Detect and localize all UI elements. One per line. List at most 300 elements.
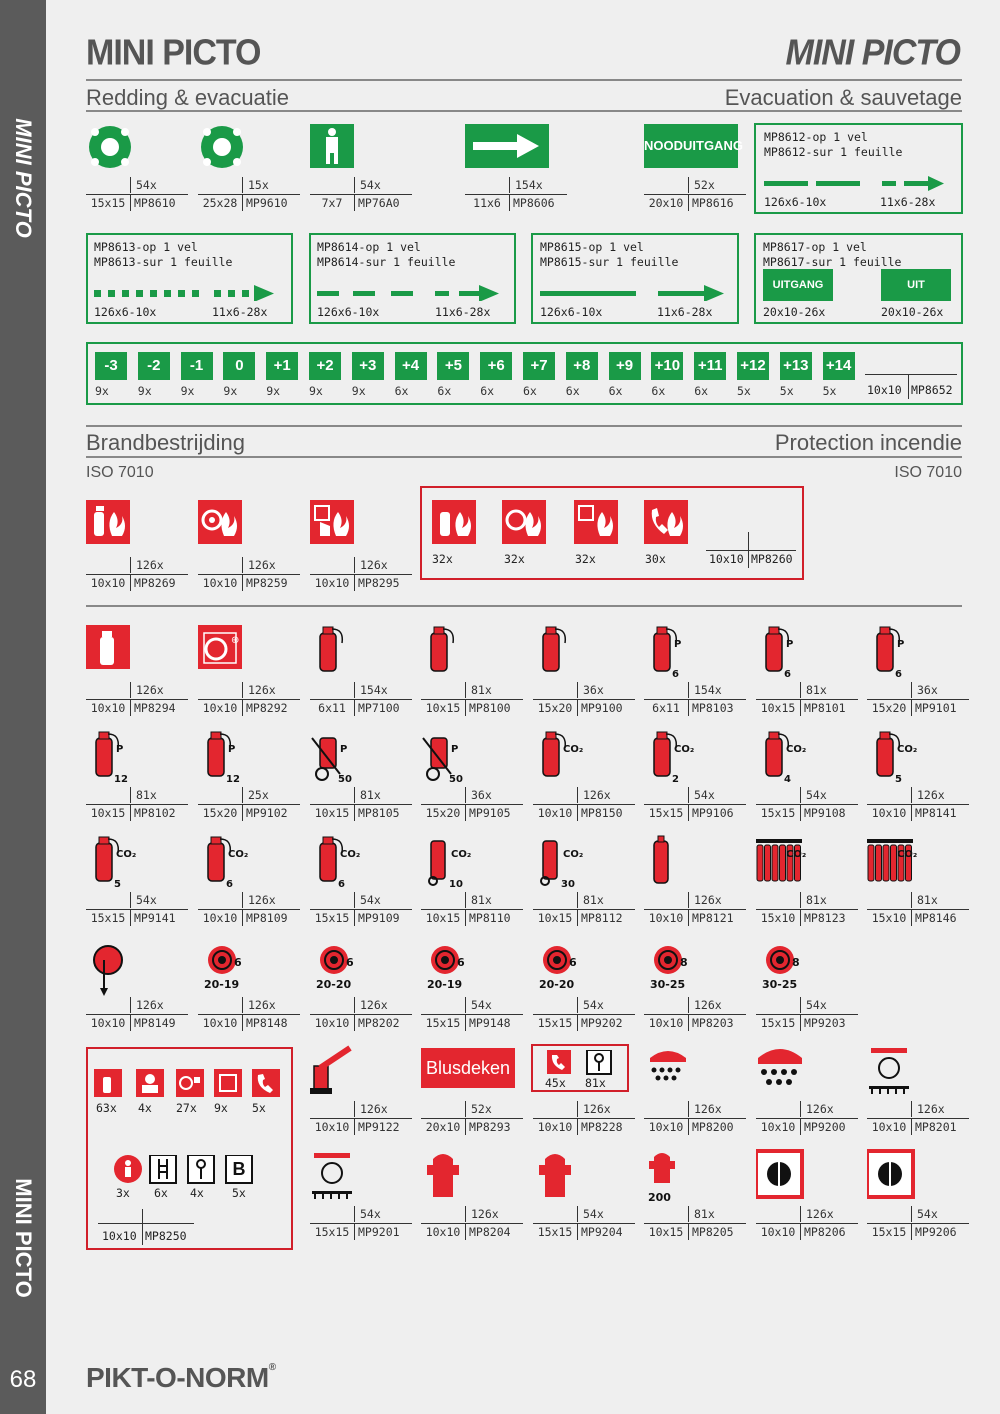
size: 10x10 (314, 1016, 350, 1030)
set-divider (142, 1209, 143, 1245)
product-MP8616[interactable] (644, 120, 746, 220)
product-code: MP8260 (751, 552, 793, 566)
arrow-strip-icon (94, 285, 284, 301)
floor-quantity: 6x (694, 384, 709, 398)
product-code: MP9109 (354, 910, 412, 926)
product-code: MP8616 (688, 195, 746, 211)
product-code: MP8293 (465, 1119, 523, 1135)
emergency-exit-sign: NOODUITGANG (644, 124, 738, 168)
product-code: MP8205 (688, 1224, 746, 1240)
quantity: 126x (242, 997, 300, 1013)
set-divider (748, 532, 749, 568)
product-MP8149[interactable] (86, 940, 188, 1040)
product-MP8294[interactable] (86, 625, 188, 725)
fire-extinguisher-icon (533, 625, 633, 683)
product-MP9102[interactable] (198, 730, 300, 830)
svg-text:6: 6 (784, 669, 791, 680)
product-MP9201[interactable] (310, 1149, 412, 1249)
quantity: 54x (577, 1206, 635, 1222)
product-code: MP9610 (242, 195, 300, 211)
fire-extinguisher-icon (421, 940, 521, 998)
product-code: MP8105 (354, 805, 412, 821)
quantity: 54x (800, 997, 858, 1013)
sheet-size-a: 20x10-26x (763, 305, 826, 319)
fire-extinguisher-icon (310, 835, 410, 893)
product-MP9100[interactable] (533, 625, 635, 725)
floor-quantity: 6x (437, 384, 452, 398)
header-rule (86, 79, 962, 81)
quantity: 126x (465, 1206, 523, 1222)
product-MP8203[interactable] (644, 940, 746, 1040)
product-code: MP8204 (465, 1224, 523, 1240)
size: 15x10 (871, 911, 907, 925)
product-MP8259[interactable] (198, 500, 300, 600)
product-MP8206[interactable] (756, 1149, 858, 1249)
quantity: 4x (138, 1101, 152, 1115)
fire-equipment-icon (310, 1044, 410, 1102)
fire-sign-set-MP8260[interactable] (420, 486, 804, 580)
size: 10x10 (537, 806, 573, 820)
floor-quantity: 9x (351, 384, 366, 398)
svg-text:CO₂: CO₂ (116, 849, 137, 860)
product-MP8292[interactable] (198, 625, 300, 725)
size: 15x20 (425, 806, 461, 820)
phone-key-set (531, 1044, 629, 1092)
product-MP8123[interactable] (756, 835, 858, 935)
product-code: MP8228 (577, 1119, 635, 1135)
brand-name: PIKT-O-NORM (86, 1362, 269, 1393)
side-label-bottom: MINI PICTO (11, 1178, 36, 1298)
svg-text:CO₂: CO₂ (563, 849, 584, 860)
product-code: MP8112 (577, 910, 635, 926)
product-MP9202[interactable] (533, 940, 635, 1040)
product-MP8205[interactable] (644, 1149, 746, 1249)
product-code: MP9106 (688, 805, 746, 821)
fire-extinguisher-icon (421, 730, 521, 788)
size: 15x20 (871, 701, 907, 715)
product-MP8121[interactable] (644, 835, 746, 935)
svg-text:P: P (340, 744, 348, 755)
fire-extinguisher-icon (421, 835, 521, 893)
size: 10x15 (537, 911, 573, 925)
product-MP8150[interactable] (533, 730, 635, 830)
arrow-strip-icon (764, 175, 954, 191)
quantity: 32x (575, 552, 596, 566)
size: 20x10 (425, 1120, 461, 1134)
size: 10x10 (648, 1120, 684, 1134)
quantity: 126x (242, 682, 300, 698)
product-code: MP8121 (688, 910, 746, 926)
sheet-MP8612[interactable] (754, 123, 963, 214)
sheet-size-b: 11x6-28x (657, 305, 713, 319)
size: 10x10 (537, 1120, 573, 1134)
svg-text:2: 2 (672, 774, 679, 785)
floor-number-set[interactable] (86, 342, 963, 405)
size: 10x10 (709, 552, 744, 566)
size: 15x15 (90, 196, 126, 210)
product-MP9610[interactable] (198, 120, 300, 220)
svg-text:20-20: 20-20 (539, 978, 575, 991)
product-code: MP9148 (465, 1015, 523, 1031)
floor-quantity: 9x (137, 384, 152, 398)
product-MP9109[interactable] (310, 835, 412, 935)
product-code: MP8110 (465, 910, 523, 926)
quantity: 52x (465, 1101, 523, 1117)
svg-text:20-19: 20-19 (204, 978, 240, 991)
floor-sign: +14 (823, 352, 855, 380)
sheet-line: MP8613-sur 1 feuille (94, 255, 233, 269)
sheet-MP8614[interactable] (309, 233, 516, 324)
arrow-strip-icon (317, 285, 507, 301)
sheet-MP8617[interactable] (754, 233, 963, 324)
quantity: 126x (130, 557, 188, 573)
size: 10x10 (202, 1016, 238, 1030)
product-code: MP8203 (688, 1015, 746, 1031)
arrow-right-icon (465, 120, 565, 178)
floor-quantity: 6x (608, 384, 623, 398)
floor-quantity: 6x (565, 384, 580, 398)
fire-extinguisher-icon (756, 940, 856, 998)
quantity: 126x (577, 787, 635, 803)
product-MP8105[interactable] (310, 730, 412, 830)
svg-text:50: 50 (449, 774, 463, 785)
product-MP9101[interactable] (867, 625, 969, 725)
product-MP8295[interactable] (310, 500, 412, 600)
floor-sign: +6 (480, 352, 512, 380)
floor-sign: +10 (651, 352, 683, 380)
brand-logo (86, 1362, 276, 1394)
product-MP8204[interactable] (421, 1149, 523, 1249)
product-code: MP8269 (130, 575, 188, 591)
quantity: 81x (465, 892, 523, 908)
size: 15x15 (425, 1016, 461, 1030)
svg-text:6: 6 (226, 879, 233, 890)
sheet-MP8615[interactable] (531, 233, 739, 324)
product-MP8141[interactable] (867, 730, 969, 830)
product-code: MP8102 (130, 805, 188, 821)
svg-text:10: 10 (449, 879, 463, 890)
quantity: 54x (577, 997, 635, 1013)
fire-extinguisher-icon (756, 835, 856, 893)
quantity: 54x (130, 177, 188, 193)
fire-blanket-sign: Blusdeken (421, 1048, 515, 1088)
size: 15x15 (90, 911, 126, 925)
quantity: 126x (911, 787, 969, 803)
product-code: MP76A0 (354, 195, 412, 211)
svg-text:P: P (116, 744, 124, 755)
svg-text:CO₂: CO₂ (786, 744, 807, 755)
quantity: 154x (354, 682, 412, 698)
floor-quantity: 5x (737, 384, 751, 398)
product-MP9204[interactable] (533, 1149, 635, 1249)
svg-text:12: 12 (226, 774, 240, 785)
size: 10x10 (90, 701, 126, 715)
quantity: 126x (242, 557, 300, 573)
product-MP9206[interactable] (867, 1149, 969, 1249)
quantity: 81x (354, 787, 412, 803)
product-code: MP8148 (242, 1015, 300, 1031)
product-code: MP8103 (688, 700, 746, 716)
sheet-size-a: 126x6-10x (317, 305, 380, 319)
product-code: MP8150 (577, 805, 635, 821)
sheet-line: MP8615-op 1 vel (540, 240, 644, 254)
fire-equipment-icon (867, 1044, 967, 1102)
iso-label-left: ISO 7010 (86, 464, 154, 481)
product-MP9148[interactable] (421, 940, 523, 1040)
quantity: 81x (800, 682, 858, 698)
product-code: MP9100 (577, 700, 635, 716)
fire-extinguisher-icon (198, 835, 298, 893)
product-code: MP8610 (130, 195, 188, 211)
svg-text:6: 6 (338, 879, 345, 890)
size: 11x6 (473, 196, 501, 210)
svg-text:P: P (897, 639, 905, 650)
floor-quantity: 9x (309, 384, 323, 398)
svg-text:P: P (674, 639, 682, 650)
product-MP7100[interactable] (310, 625, 412, 725)
size: 10x15 (314, 806, 350, 820)
fire-extinguisher-icon (310, 730, 410, 788)
fire-extinguisher-icon (198, 940, 298, 998)
quantity: 54x (130, 892, 188, 908)
product-code: MP8294 (130, 700, 188, 716)
size: 10x10 (760, 1225, 796, 1239)
size: 10x10 (90, 576, 126, 590)
product-MP8112[interactable] (533, 835, 635, 935)
product-MP8102[interactable] (86, 730, 188, 830)
product-MP8228[interactable] (533, 1044, 635, 1144)
fire-alarm-button-sign-icon (310, 500, 410, 558)
product-MP8201[interactable] (867, 1044, 969, 1144)
size: 15x15 (537, 1016, 573, 1030)
fire-extinguisher-icon (533, 940, 633, 998)
svg-text:CO₂: CO₂ (563, 744, 584, 755)
size: 10x10 (425, 1225, 461, 1239)
floor-sign: 0 (223, 352, 255, 380)
quantity: 5x (252, 1101, 266, 1115)
quantity: 15x (242, 177, 300, 193)
quantity: 32x (504, 552, 525, 566)
quantity: 30x (645, 552, 666, 566)
quantity: 154x (688, 682, 746, 698)
floor-sign: -1 (181, 352, 213, 380)
header-title-right: MINI PICTO (785, 33, 960, 73)
size: 10x10 (871, 1120, 907, 1134)
quantity: 54x (465, 997, 523, 1013)
fire-extinguisher-icon (86, 625, 186, 683)
fire-sign-set-icons (432, 500, 692, 544)
size: 7x7 (321, 196, 343, 210)
iso-label-right: ISO 7010 (894, 464, 962, 481)
sheet-line: MP8612-op 1 vel (764, 130, 868, 144)
product-code: MP8149 (130, 1015, 188, 1031)
product-MP8293[interactable] (421, 1044, 523, 1144)
quantity: 54x (354, 177, 412, 193)
fire-hose-sign-icon (198, 500, 298, 558)
quantity: 126x (130, 997, 188, 1013)
sheet-size-a: 126x6-10x (540, 305, 603, 319)
sheet-line: MP8612-sur 1 feuille (764, 145, 903, 159)
fire-extinguisher-icon (198, 730, 298, 788)
sheet-size-b: 11x6-28x (212, 305, 268, 319)
product-MP9141[interactable] (86, 835, 188, 935)
product-code: MP8206 (800, 1224, 858, 1240)
fire-extinguisher-icon (756, 625, 856, 683)
quantity: 126x (130, 682, 188, 698)
product-code: MP9105 (465, 805, 523, 821)
floor-sign: +9 (609, 352, 641, 380)
quantity: 4x (190, 1186, 204, 1200)
fire-equipment-icon (644, 1149, 744, 1207)
fire-extinguisher-icon (310, 940, 410, 998)
side-bar (0, 0, 46, 1414)
product-code: MP7100 (354, 700, 412, 716)
product-code: MP8141 (911, 805, 969, 821)
floor-quantity: 6x (394, 384, 409, 398)
floor-sign: +12 (737, 352, 769, 380)
product-MP9105[interactable] (421, 730, 523, 830)
size: 10x10 (90, 1016, 126, 1030)
quantity: 126x (354, 557, 412, 573)
product-MP9122[interactable] (310, 1044, 412, 1144)
quantity: 81x (800, 892, 858, 908)
svg-text:8: 8 (792, 956, 800, 969)
exit-sign-uitgang: UITGANG (763, 269, 833, 301)
floor-sign: -2 (138, 352, 170, 380)
size: 25x28 (202, 196, 238, 210)
svg-text:20-20: 20-20 (316, 978, 352, 991)
product-code: MP9200 (800, 1119, 858, 1135)
size: 20x10 (648, 196, 684, 210)
quantity: 3x (116, 1186, 130, 1200)
size: 10x10 (202, 911, 238, 925)
fire-equipment-icon (756, 1044, 856, 1102)
floor-quantity: 5x (779, 384, 794, 398)
product-code: MP8100 (465, 700, 523, 716)
size: 15x15 (760, 806, 796, 820)
svg-text:12: 12 (114, 774, 128, 785)
set-rule (98, 1223, 194, 1224)
quantity: 126x (911, 1101, 969, 1117)
sheet-line: MP8617-sur 1 feuille (763, 255, 902, 269)
product-MP8103[interactable] (644, 625, 746, 725)
product-MP8610[interactable] (86, 120, 188, 220)
product-code: MP8101 (800, 700, 858, 716)
product-code: MP8123 (800, 910, 858, 926)
product-MP8202[interactable] (310, 940, 412, 1040)
fire-extinguisher-icon (867, 835, 967, 893)
fire-extinguisher-icon (533, 730, 633, 788)
quantity: 126x (354, 1101, 412, 1117)
quantity: 5x (232, 1186, 246, 1200)
section-rule (86, 605, 962, 607)
product-code: MP9204 (577, 1224, 635, 1240)
section-rule (86, 425, 962, 427)
fire-equipment-icon (421, 1149, 521, 1207)
svg-text:CO₂: CO₂ (897, 849, 918, 860)
size: 10x15 (648, 1225, 684, 1239)
fire-extinguisher-icon (310, 625, 410, 683)
fire-equipment-icon (310, 1149, 410, 1207)
svg-text:6: 6 (672, 669, 679, 680)
quantity: 54x (800, 787, 858, 803)
fire-equipment-icon (756, 1149, 856, 1207)
product-MP9203[interactable] (756, 940, 858, 1040)
sign-set-MP8250[interactable] (86, 1047, 293, 1250)
quantity: 126x (688, 892, 746, 908)
product-MP76A0[interactable] (310, 120, 412, 220)
size: 15x15 (314, 1225, 350, 1239)
size: 10x15 (90, 806, 126, 820)
sheet-MP8613[interactable] (86, 233, 293, 324)
quantity: 45x (545, 1076, 566, 1090)
product-code: MP8202 (354, 1015, 412, 1031)
product-code: MP8259 (242, 575, 300, 591)
floor-sign: +7 (523, 352, 555, 380)
quantity: 126x (354, 997, 412, 1013)
sheet-line: MP8614-op 1 vel (317, 240, 421, 254)
exit-sign-uit: UIT (881, 269, 951, 301)
quantity: 81x (911, 892, 969, 908)
floor-code: MP8652 (911, 383, 953, 397)
product-MP8110[interactable] (421, 835, 523, 935)
set-rule (706, 550, 796, 551)
size: 15x15 (871, 1225, 907, 1239)
sheet-size-b: 11x6-28x (880, 195, 936, 209)
product-code: MP8292 (242, 700, 300, 716)
svg-text:CO₂: CO₂ (897, 744, 918, 755)
floor-sign: -3 (95, 352, 127, 380)
quantity: 27x (176, 1101, 197, 1115)
size: 10x10 (102, 1229, 137, 1243)
assembly-point-icon (86, 120, 186, 178)
product-MP8101[interactable] (756, 625, 858, 725)
size: 10x10 (202, 576, 238, 590)
fire-extinguisher-icon (644, 940, 744, 998)
fire-extinguisher-icon (198, 625, 298, 683)
product-code: MP8200 (688, 1119, 746, 1135)
product-MP8200[interactable] (644, 1044, 746, 1144)
fire-extinguisher-icon (86, 835, 186, 893)
quantity: 126x (688, 1101, 746, 1117)
product-MP8109[interactable] (198, 835, 300, 935)
svg-text:⊕: ⊕ (231, 635, 240, 646)
svg-text:CO₂: CO₂ (786, 849, 807, 860)
product-MP8100[interactable] (421, 625, 523, 725)
size: 10x10 (871, 806, 907, 820)
product-MP9108[interactable] (756, 730, 858, 830)
fire-equipment-icon (867, 1149, 967, 1207)
quantity: 25x (242, 787, 300, 803)
svg-text:CO₂: CO₂ (340, 849, 361, 860)
product-MP9106[interactable] (644, 730, 746, 830)
product-MP8146[interactable] (867, 835, 969, 935)
product-MP8269[interactable] (86, 500, 188, 600)
quantity: 81x (688, 1206, 746, 1222)
quantity: 36x (465, 787, 523, 803)
product-MP9200[interactable] (756, 1044, 858, 1144)
svg-text:6: 6 (234, 956, 242, 969)
section-title-fr: Evacuation & sauvetage (724, 85, 962, 110)
product-MP8148[interactable] (198, 940, 300, 1040)
section-rule (86, 110, 962, 112)
floor-sign: +8 (566, 352, 598, 380)
floor-sign: +13 (780, 352, 812, 380)
product-MP8606[interactable] (465, 120, 567, 220)
floor-sign: +2 (309, 352, 341, 380)
floor-quantity: 9x (266, 384, 281, 398)
fire-extinguisher-icon (86, 940, 186, 998)
